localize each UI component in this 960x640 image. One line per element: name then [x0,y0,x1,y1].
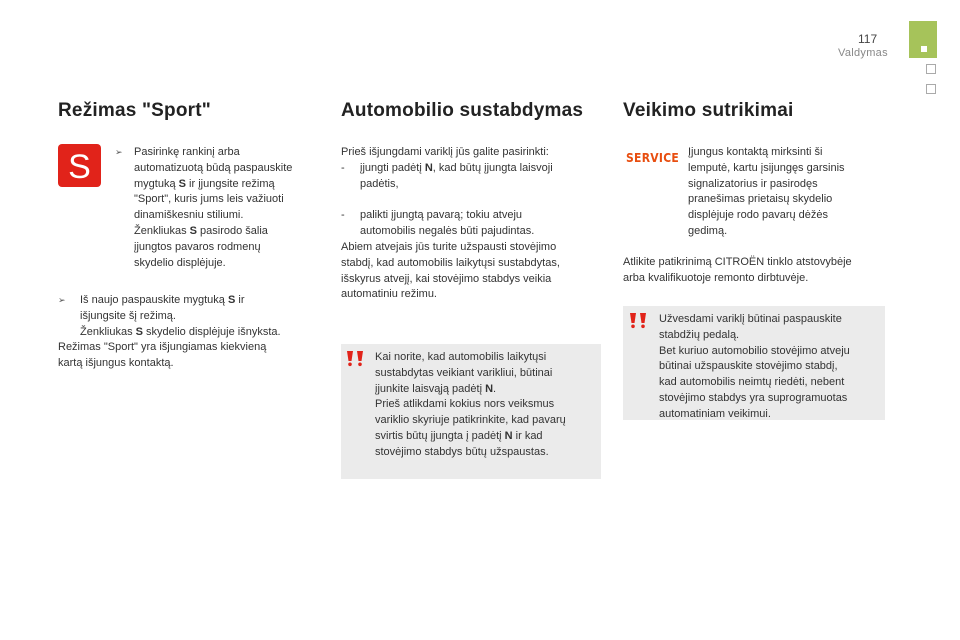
chapter-tab[interactable] [926,64,936,74]
text-line: - [341,162,345,174]
text-line: įjungtos pavaros rodmenų [134,240,261,253]
dash-marker [341,208,345,224]
text-line: išjungsite šį režimą. [80,309,176,322]
text-line: mygtuką S ir įjungsite režimą [134,177,275,190]
dealer-check-text [623,255,852,287]
text-line: stabdžių pedalą. [659,328,740,341]
text-line: Ženkliukas S skydelio displėjuje išnyksta. [80,325,281,338]
text-line: dinamiškesniu stiliumi. [134,209,244,222]
text-line: stabdį, kad automobilis laikytųsi sustabdytas, [341,256,560,269]
tab-marker [921,46,927,52]
text-line: kartą išjungus kontaktą. [58,356,174,369]
malfunction-title: Veikimo sutrikimai [623,100,794,121]
sport-mode-icon [58,144,101,187]
text-line: gedimą. [688,224,728,237]
text-line: - [341,209,345,221]
text-line: Pasirinkę rankinį arba [134,146,240,158]
vehicle-stop-intro: Prieš išjungdami variklį jūs galite pasirinkti: [341,146,549,158]
chapter-tab[interactable] [926,84,936,94]
text-line: svirtis būtų įjungta į padėtį N ir kad [375,429,543,442]
text-line: arba kvalifikuotoje remonto dirbtuvėje. [623,271,809,284]
text-line: Bet kuriuo automobilio stovėjimo atveju [659,344,850,357]
text-line: sustabdytas veikiant varikliui, būtinai [375,366,553,379]
neutral-warning-text [375,350,566,461]
text-line: Abiem atvejais jūs turite užspausti stovėjimo [341,241,557,253]
text-line: automatiniam veikimui. [659,407,771,420]
text-line: Atlikite patikrinimą CITROËN tinklo atstovybėje [623,256,852,268]
warning-icon [629,312,647,329]
text-line: displėjuje rodo pavarų dėžės [688,209,829,222]
text-line: Prieš atlikdami kokius nors veiksmus [375,398,555,411]
dash-marker [341,161,345,177]
text-line: Režimas "Sport" yra išjungiamas kiekvieną [58,341,267,353]
text-line: padėtis, [360,177,399,190]
text-line: automobilis negalės būti pajudintas. [360,224,535,237]
text-line: kad automobilis neimtų riedėti, nebent [659,376,845,389]
service-warning-icon: SERVICE [626,151,680,165]
text-line: "Sport", kuris jums leis važiuoti [134,193,284,206]
vehicle-stop-title: Automobilio sustabdymas [341,100,584,121]
text-line: automatizuotą būdą paspauskite [134,161,293,174]
text-line: Kai norite, kad automobilis laikytųsi [375,351,547,363]
text-line: lemputė, kartu įsijungęs garsinis [688,161,845,174]
text-line: būtinai užspauskite stovėjimo stabdį, [659,360,838,373]
service-light-text [688,145,845,240]
sport-mode-title: Režimas "Sport" [58,100,211,121]
text-line: Įjungus kontaktą mirksinti ši [688,146,823,158]
sport-deactivate-text [80,293,281,340]
text-line: pranešimas prietaisų skydelio [688,193,833,206]
parking-brake-note [341,240,560,303]
text-line: Ženkliukas S pasirodo šalia [134,224,268,237]
bullet-icon: ➢ [58,295,66,305]
sport-mode-note [58,340,266,372]
text-line: stovėjimo stabdys būtų užspaustas. [375,445,549,458]
option-neutral-text [360,161,553,193]
page-number: 117 [858,32,878,46]
sport-icon-letter: S [68,148,91,186]
text-line: įjungti padėtį N, kad būtų įjungta laisvoji [360,162,553,174]
brake-warning-text [659,312,850,423]
text-line: stovėjimo stabdys yra suprogramuotas [659,391,848,404]
text-line: variklio skyriuje patikrinkite, kad pavarų [375,414,566,427]
text-line: skydelio displėjuje. [134,256,226,269]
text-line: palikti įjungtą pavarą; tokiu atveju [360,209,523,221]
text-line: Užvesdami variklį būtinai paspauskite [659,313,842,325]
option-gear-text [360,208,534,240]
chapter-tab-active[interactable] [909,21,937,58]
section-title: Valdymas [838,47,888,59]
text-line: įjunkite laisvąją padėtį N. [375,382,497,395]
text-line: automatiniu režimu. [341,288,437,301]
bullet-icon: ➢ [115,147,123,157]
text-line: išskyrus atvejį, kai stovėjimo stabdys veikia [341,272,552,285]
warning-icon [346,350,364,367]
text-line: Iš naujo paspauskite mygtuką S ir [80,294,245,306]
text-line: signalizatorius ir pasirodęs [688,177,818,190]
sport-activate-text [134,145,292,271]
